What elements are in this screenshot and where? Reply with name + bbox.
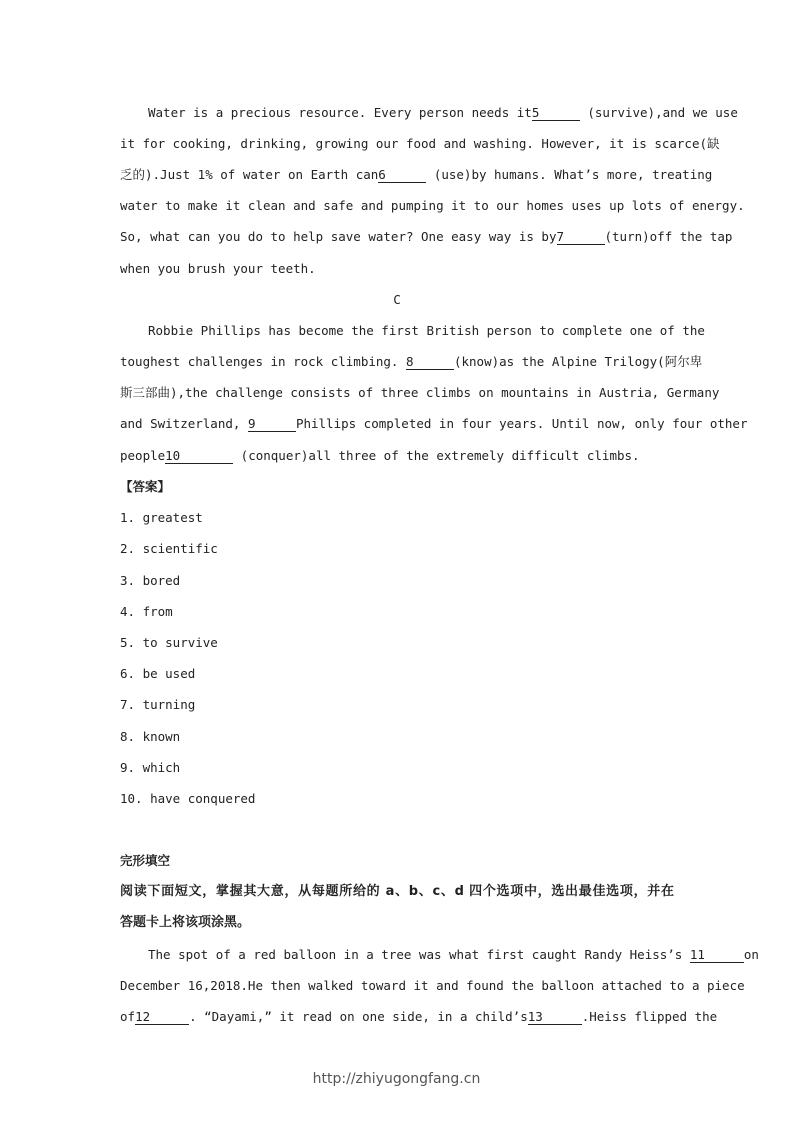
instructions-line-1: 阅读下面短文，掌握其大意，从每题所给的 a、b、c、d 四个选项中，选出最佳选项，并在 <box>120 884 674 899</box>
answer-1: 1. greatest <box>120 510 203 525</box>
answer-2: 2. scientific <box>120 541 218 556</box>
answer-9: 9. which <box>120 760 181 775</box>
footer-url[interactable]: http://zhiyugongfang.cn <box>312 1071 481 1087</box>
passage-c-line-2 <box>120 354 703 370</box>
text: toughest challenges in rock climbing. <box>120 354 406 369</box>
blank-12[interactable]: 12 <box>135 1010 189 1025</box>
text: So, what can you do to help save water? One easy way is by <box>120 229 557 244</box>
answer-heading: 【答案】 <box>120 479 171 494</box>
text: 乏的).Just 1% of water on Earth can <box>120 167 379 182</box>
section-c-label: C <box>393 292 401 307</box>
cloze-heading: 完形填空 <box>120 853 171 868</box>
blank-13[interactable]: 13 <box>528 1010 582 1025</box>
text: (use)by humans. What’s more, treating <box>426 167 713 182</box>
text: of <box>120 1009 136 1024</box>
passage-d-line-3 <box>120 1009 718 1025</box>
text: Phillips completed in four years. Until now, only four other <box>295 416 748 431</box>
text: .Heiss flipped the <box>581 1009 718 1024</box>
answer-4: 4. from <box>120 604 173 619</box>
blank-8[interactable]: 8 <box>406 355 454 370</box>
text: The spot of a red balloon in a tree was what first caught Randy Heiss’s <box>148 947 690 962</box>
answer-8: 8. known <box>120 729 181 744</box>
text: (survive),and we use <box>579 105 738 120</box>
text: Water is a precious resource. Every person needs it <box>148 105 532 120</box>
blank-6[interactable]: 6 <box>378 168 426 183</box>
text: (turn)off the tap <box>604 229 733 244</box>
answer-5: 5. to survive <box>120 635 218 650</box>
text: on <box>743 947 759 962</box>
passage-c-line-3: 斯三部曲),the challenge consists of three climbs on mountains in Austria, Germany <box>120 385 720 400</box>
answer-3: 3. bored <box>120 573 181 588</box>
passage-b-line-3 <box>120 167 713 183</box>
blank-7[interactable]: 7 <box>557 230 605 245</box>
passage-b-line-1 <box>148 105 738 121</box>
blank-5[interactable]: 5 <box>532 106 580 121</box>
blank-11[interactable]: 11 <box>690 948 744 963</box>
answer-7: 7. turning <box>120 697 196 712</box>
text: (know)as the Alpine Trilogy(阿尔卑 <box>453 354 703 369</box>
text: people <box>120 448 166 463</box>
answer-6: 6. be used <box>120 666 196 681</box>
passage-b-line-4: water to make it clean and safe and pumping it to our homes uses up lots of energy. <box>120 198 745 213</box>
text: (conquer)all three of the extremely difficult climbs. <box>233 448 640 463</box>
passage-d-line-1 <box>148 947 759 963</box>
passage-c-line-4 <box>120 416 748 432</box>
text: and Switzerland, <box>120 416 248 431</box>
passage-b-line-6: when you brush your teeth. <box>120 261 316 276</box>
passage-b-line-5 <box>120 229 733 245</box>
text: . “Dayami,” it read on one side, in a child’s <box>189 1009 528 1024</box>
passage-b-line-2: it for cooking, drinking, growing our food and washing. However, it is scarce(缺 <box>120 136 720 151</box>
passage-c-line-5 <box>120 448 674 464</box>
blank-10[interactable]: 10 <box>165 449 233 464</box>
answer-10: 10. have conquered <box>120 791 256 806</box>
instructions-line-2: 答题卡上将该项涂黑。 <box>120 915 251 930</box>
passage-d-line-2: December 16,2018.He then walked toward it and found the balloon attached to a piece <box>120 978 745 993</box>
passage-c-line-1: Robbie Phillips has become the first British person to complete one of the <box>148 323 705 338</box>
blank-9[interactable]: 9 <box>248 417 296 432</box>
